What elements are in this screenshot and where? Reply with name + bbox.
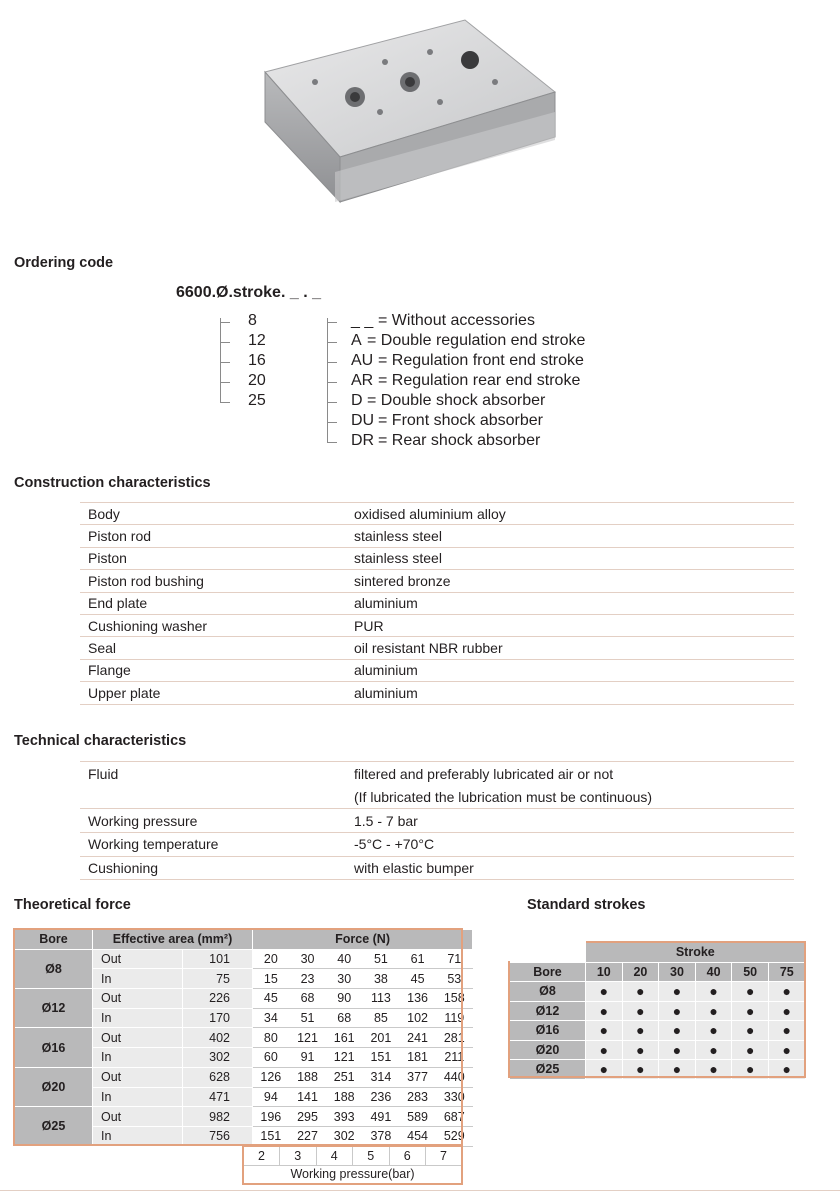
technical-label	[80, 785, 346, 809]
available-dot-icon: ●	[768, 1060, 805, 1080]
bore-cell: Ø12	[15, 989, 93, 1028]
force-cell: 23	[289, 969, 326, 989]
force-row	[15, 1107, 473, 1127]
force-title: Theoretical force	[14, 897, 131, 913]
available-dot-icon: ●	[659, 1001, 696, 1021]
force-cell: 283	[399, 1087, 436, 1107]
construction-label: Cushioning washer	[80, 614, 346, 636]
force-cell: 71	[436, 949, 473, 969]
bore-option: 8	[220, 312, 290, 332]
force-cell: 61	[399, 949, 436, 969]
technical-row	[80, 809, 794, 833]
construction-row	[80, 637, 794, 659]
strokes-title: Standard strokes	[527, 897, 646, 913]
force-cell: 136	[399, 989, 436, 1009]
available-dot-icon: ●	[586, 982, 623, 1002]
available-dot-icon: ●	[732, 1001, 769, 1021]
bore-header: Bore	[15, 930, 93, 950]
force-row	[15, 1028, 473, 1048]
stroke-value-header: 30	[659, 962, 696, 982]
available-dot-icon: ●	[586, 1021, 623, 1041]
pressure-value: 6	[389, 1146, 426, 1165]
force-cell: 393	[326, 1107, 363, 1127]
force-cell: 188	[326, 1087, 363, 1107]
construction-row	[80, 592, 794, 614]
construction-value: oxidised aluminium alloy	[346, 503, 794, 525]
area-cell: 982	[183, 1107, 253, 1127]
stroke-row	[510, 1001, 806, 1021]
accessory-option: _ _ = Without accessories	[327, 312, 647, 332]
force-cell: 68	[326, 1008, 363, 1028]
force-cell: 236	[363, 1087, 400, 1107]
construction-row	[80, 525, 794, 547]
construction-label: Upper plate	[80, 682, 346, 704]
accessory-option: AU = Regulation front end stroke	[327, 352, 647, 372]
technical-row	[80, 833, 794, 857]
technical-value: filtered and preferably lubricated air or not	[346, 762, 794, 786]
construction-value: aluminium	[346, 659, 794, 681]
force-cell: 188	[289, 1067, 326, 1087]
technical-row	[80, 856, 794, 880]
area-header: Effective area (mm²)	[93, 930, 253, 950]
construction-value: stainless steel	[346, 547, 794, 569]
stroke-row	[510, 1021, 806, 1041]
bore-option: 25	[220, 392, 290, 412]
area-cell: 628	[183, 1067, 253, 1087]
accessory-option: DU = Front shock absorber	[327, 412, 647, 432]
stroke-row	[510, 1060, 806, 1080]
force-cell: 295	[289, 1107, 326, 1127]
force-cell: 51	[289, 1008, 326, 1028]
available-dot-icon: ●	[622, 1001, 659, 1021]
available-dot-icon: ●	[695, 1060, 732, 1080]
force-cell: 181	[399, 1048, 436, 1068]
force-cell: 94	[253, 1087, 290, 1107]
bottom-rule	[0, 1190, 840, 1191]
force-cell: 90	[326, 989, 363, 1009]
technical-label: Working temperature	[80, 833, 346, 857]
available-dot-icon: ●	[768, 1001, 805, 1021]
available-dot-icon: ●	[586, 1001, 623, 1021]
force-cell: 687	[436, 1107, 473, 1127]
force-cell: 196	[253, 1107, 290, 1127]
ordering-code-string: 6600.Ø.stroke. _ . _	[176, 284, 321, 301]
stroke-bore-cell: Ø25	[510, 1060, 586, 1080]
bore-cell: Ø25	[15, 1107, 93, 1146]
stroke-value-header: 10	[586, 962, 623, 982]
force-cell: 302	[326, 1126, 363, 1146]
available-dot-icon: ●	[695, 1021, 732, 1041]
pressure-axis	[242, 1145, 463, 1185]
construction-label: Piston rod	[80, 525, 346, 547]
force-cell: 151	[253, 1126, 290, 1146]
stroke-row	[510, 1040, 806, 1060]
area-cell: 226	[183, 989, 253, 1009]
force-cell: 251	[326, 1067, 363, 1087]
construction-value: PUR	[346, 614, 794, 636]
technical-title: Technical characteristics	[14, 733, 187, 749]
stroke-value-header: 50	[732, 962, 769, 982]
construction-row	[80, 659, 794, 681]
technical-value: -5°C - +70°C	[346, 833, 794, 857]
accessory-option: DR = Rear shock absorber	[327, 432, 647, 452]
force-cell: 51	[363, 949, 400, 969]
accessory-option: A = Double regulation end stroke	[327, 332, 647, 352]
technical-value: with elastic bumper	[346, 856, 794, 880]
direction-cell: In	[93, 969, 183, 989]
force-cell: 113	[363, 989, 400, 1009]
stroke-bore-cell: Ø12	[510, 1001, 586, 1021]
direction-cell: In	[93, 1008, 183, 1028]
force-cell: 68	[289, 989, 326, 1009]
ordering-code-title: Ordering code	[14, 255, 114, 271]
pressure-value: 3	[280, 1146, 317, 1165]
available-dot-icon: ●	[659, 982, 696, 1002]
available-dot-icon: ●	[768, 1040, 805, 1060]
construction-label: End plate	[80, 592, 346, 614]
force-table	[14, 929, 473, 1147]
available-dot-icon: ●	[586, 1060, 623, 1080]
bore-option: 16	[220, 352, 290, 372]
available-dot-icon: ●	[732, 1060, 769, 1080]
pressure-value: 5	[353, 1146, 390, 1165]
available-dot-icon: ●	[695, 1040, 732, 1060]
area-cell: 402	[183, 1028, 253, 1048]
force-cell: 281	[436, 1028, 473, 1048]
technical-row	[80, 785, 794, 809]
direction-cell: In	[93, 1087, 183, 1107]
direction-cell: In	[93, 1048, 183, 1068]
bore-cell: Ø20	[15, 1067, 93, 1106]
area-cell: 101	[183, 949, 253, 969]
accessory-option: AR = Regulation rear end stroke	[327, 372, 647, 392]
construction-value: aluminium	[346, 592, 794, 614]
direction-cell: Out	[93, 1067, 183, 1087]
stroke-value-header: 75	[768, 962, 805, 982]
area-cell: 302	[183, 1048, 253, 1068]
direction-cell: Out	[93, 989, 183, 1009]
force-cell: 126	[253, 1067, 290, 1087]
force-cell: 378	[363, 1126, 400, 1146]
force-cell: 119	[436, 1008, 473, 1028]
area-cell: 471	[183, 1087, 253, 1107]
available-dot-icon: ●	[732, 982, 769, 1002]
available-dot-icon: ●	[659, 1060, 696, 1080]
direction-cell: Out	[93, 949, 183, 969]
force-cell: 45	[399, 969, 436, 989]
construction-label: Piston	[80, 547, 346, 569]
stroke-bore-cell: Ø16	[510, 1021, 586, 1041]
construction-value: stainless steel	[346, 525, 794, 547]
pressure-value: 4	[316, 1146, 353, 1165]
available-dot-icon: ●	[622, 982, 659, 1002]
force-cell: 227	[289, 1126, 326, 1146]
force-cell: 151	[363, 1048, 400, 1068]
available-dot-icon: ●	[659, 1040, 696, 1060]
available-dot-icon: ●	[622, 1040, 659, 1060]
stroke-table	[509, 942, 806, 1080]
force-cell: 454	[399, 1126, 436, 1146]
available-dot-icon: ●	[659, 1021, 696, 1041]
force-cell: 330	[436, 1087, 473, 1107]
available-dot-icon: ●	[768, 1021, 805, 1041]
available-dot-icon: ●	[586, 1040, 623, 1060]
construction-value: oil resistant NBR rubber	[346, 637, 794, 659]
force-cell: 60	[253, 1048, 290, 1068]
technical-row	[80, 762, 794, 786]
technical-label: Fluid	[80, 762, 346, 786]
stroke-bore-cell: Ø20	[510, 1040, 586, 1060]
pressure-value: 2	[243, 1146, 280, 1165]
pressure-value: 7	[426, 1146, 463, 1165]
bore-option: 12	[220, 332, 290, 352]
force-header: Force (N)	[253, 930, 473, 950]
force-cell: 40	[326, 949, 363, 969]
direction-cell: Out	[93, 1028, 183, 1048]
available-dot-icon: ●	[695, 1001, 732, 1021]
force-cell: 121	[289, 1028, 326, 1048]
area-cell: 75	[183, 969, 253, 989]
force-cell: 91	[289, 1048, 326, 1068]
construction-label: Seal	[80, 637, 346, 659]
force-cell: 161	[326, 1028, 363, 1048]
direction-cell: Out	[93, 1107, 183, 1127]
construction-row	[80, 503, 794, 525]
available-dot-icon: ●	[695, 982, 732, 1002]
available-dot-icon: ●	[732, 1021, 769, 1041]
force-cell: 34	[253, 1008, 290, 1028]
construction-title: Construction characteristics	[14, 475, 211, 491]
pressure-caption: Working pressure(bar)	[290, 1167, 415, 1182]
stroke-bore-cell: Ø8	[510, 982, 586, 1002]
construction-row	[80, 682, 794, 704]
area-cell: 756	[183, 1126, 253, 1146]
bore-cell: Ø8	[15, 949, 93, 988]
technical-label: Cushioning	[80, 856, 346, 880]
force-cell: 211	[436, 1048, 473, 1068]
force-cell: 20	[253, 949, 290, 969]
force-cell: 141	[289, 1087, 326, 1107]
force-row	[15, 949, 473, 969]
force-cell: 15	[253, 969, 290, 989]
force-cell: 377	[399, 1067, 436, 1087]
direction-cell: In	[93, 1126, 183, 1146]
force-cell: 241	[399, 1028, 436, 1048]
force-cell: 38	[363, 969, 400, 989]
force-cell: 158	[436, 989, 473, 1009]
stroke-bore-header: Bore	[510, 962, 586, 982]
bore-cell: Ø16	[15, 1028, 93, 1067]
force-cell: 440	[436, 1067, 473, 1087]
force-cell: 45	[253, 989, 290, 1009]
stroke-row	[510, 982, 806, 1002]
technical-table	[80, 761, 794, 880]
force-row	[15, 989, 473, 1009]
force-cell: 121	[326, 1048, 363, 1068]
available-dot-icon: ●	[768, 982, 805, 1002]
slide-cylinder-image	[255, 12, 565, 222]
construction-value: aluminium	[346, 682, 794, 704]
technical-value: 1.5 - 7 bar	[346, 809, 794, 833]
construction-label: Flange	[80, 659, 346, 681]
stroke-header: Stroke	[586, 943, 806, 963]
force-cell: 30	[289, 949, 326, 969]
construction-label: Piston rod bushing	[80, 570, 346, 592]
force-cell: 102	[399, 1008, 436, 1028]
construction-label: Body	[80, 503, 346, 525]
technical-label: Working pressure	[80, 809, 346, 833]
force-cell: 529	[436, 1126, 473, 1146]
force-cell: 314	[363, 1067, 400, 1087]
stroke-value-header: 20	[622, 962, 659, 982]
construction-row	[80, 570, 794, 592]
force-cell: 491	[363, 1107, 400, 1127]
construction-table	[80, 502, 794, 705]
force-cell: 85	[363, 1008, 400, 1028]
force-cell: 589	[399, 1107, 436, 1127]
technical-value: (If lubricated the lubrication must be continuous)	[346, 785, 794, 809]
available-dot-icon: ●	[622, 1021, 659, 1041]
construction-row	[80, 547, 794, 569]
available-dot-icon: ●	[732, 1040, 769, 1060]
construction-value: sintered bronze	[346, 570, 794, 592]
force-cell: 201	[363, 1028, 400, 1048]
construction-row	[80, 614, 794, 636]
force-cell: 30	[326, 969, 363, 989]
force-cell: 53	[436, 969, 473, 989]
force-cell: 80	[253, 1028, 290, 1048]
accessory-option: D = Double shock absorber	[327, 392, 647, 412]
available-dot-icon: ●	[622, 1060, 659, 1080]
force-row	[15, 1067, 473, 1087]
stroke-value-header: 40	[695, 962, 732, 982]
area-cell: 170	[183, 1008, 253, 1028]
bore-option: 20	[220, 372, 290, 392]
